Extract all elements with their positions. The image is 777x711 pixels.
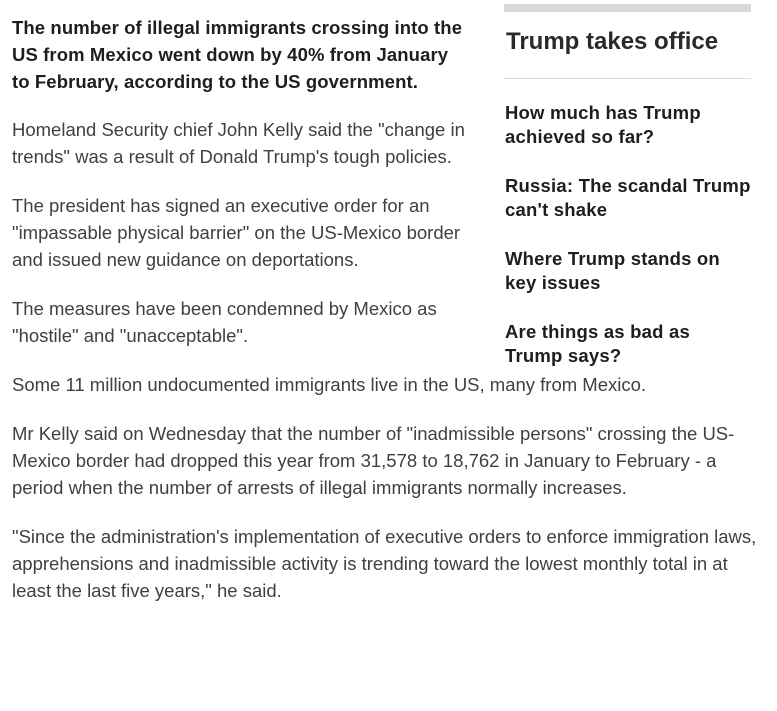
related-stories-sidebar	[504, 4, 751, 393]
sidebar-link-russia-scandal[interactable]: Russia: The scandal Trump can't shake	[505, 175, 751, 220]
sidebar-link-things-as-bad[interactable]: Are things as bad as Trump says?	[505, 321, 690, 366]
article-paragraph: Homeland Security chief John Kelly said the "change in trends" was a result of Donald Trump's tough policies.	[12, 119, 465, 167]
article-paragraph: Mr Kelly said on Wednesday that the number of "inadmissible persons" crossing the US-Mexico border had dropped this year from 31,578 to 18,762 in January to February - a period when the number of arrests of illegal immigrants normally increases.	[12, 423, 735, 498]
article-paragraph: "Since the administration's implementation of executive orders to enforce immigration laws, apprehensions and inadmissible activity is trending toward the lowest monthly total in at least the last five years," he said.	[12, 526, 757, 601]
sidebar-title: Trump takes office	[506, 28, 719, 55]
article-lede: The number of illegal immigrants crossing into the US from Mexico went down by 40% from January to February, according to the US government.	[12, 17, 463, 92]
article-paragraph: The measures have been condemned by Mexico as "hostile" and "unacceptable".	[12, 298, 437, 346]
sidebar-link-key-issues[interactable]: Where Trump stands on key issues	[505, 248, 720, 293]
sidebar-divider	[504, 78, 751, 79]
sidebar-link-trump-achievements[interactable]: How much has Trump achieved so far?	[505, 102, 701, 147]
sidebar-top-bar	[504, 4, 751, 12]
article-paragraph: Some 11 million undocumented immigrants live in the US, many from Mexico.	[12, 374, 647, 395]
article-paragraph: The president has signed an executive order for an "impassable physical barrier" on the US-Mexico border and issued new guidance on deportations.	[12, 195, 461, 270]
